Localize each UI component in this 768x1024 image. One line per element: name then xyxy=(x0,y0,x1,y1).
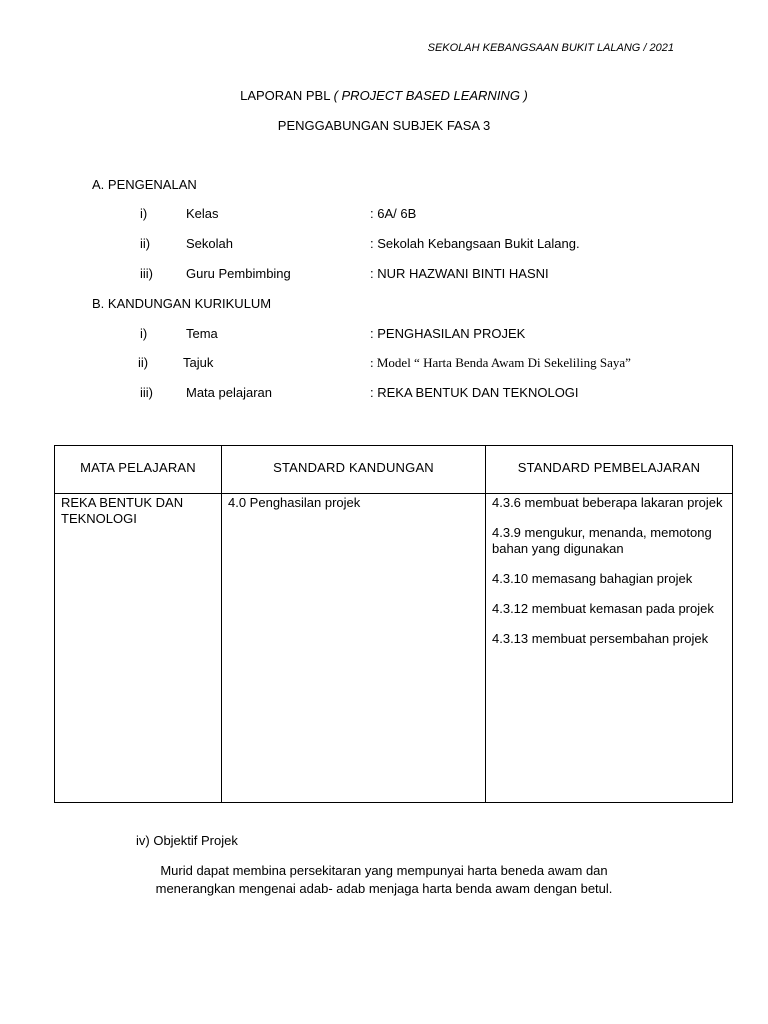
row-label: Tema xyxy=(186,326,218,341)
learning-standard-item: 4.3.6 membuat beberapa lakaran projek xyxy=(492,495,723,510)
learning-standard-item: 4.3.9 mengukur, menanda, memotong bahan yang digunakan xyxy=(492,525,712,556)
info-row-mata-pelajaran xyxy=(0,385,768,403)
cell-content-standard: 4.0 Penghasilan projek xyxy=(222,494,486,803)
header-mata-pelajaran: MATA PELAJARAN xyxy=(55,446,222,494)
objective-heading: iv) Objektif Projek xyxy=(136,833,238,848)
row-value: : PENGHASILAN PROJEK xyxy=(370,326,526,341)
info-row-tajuk xyxy=(0,355,768,373)
report-title-prefix: LAPORAN PBL xyxy=(240,88,334,103)
row-label: Kelas xyxy=(186,206,219,221)
row-number: ii) xyxy=(138,355,149,370)
header-standard-pembelajaran: STANDARD PEMBELAJARAN xyxy=(486,446,733,494)
row-value: : 6A/ 6B xyxy=(370,206,417,221)
cell-subject: REKA BENTUK DAN TEKNOLOGI xyxy=(55,494,222,803)
section-b-heading: B. KANDUNGAN KURIKULUM xyxy=(92,296,272,311)
section-a-heading: A. PENGENALAN xyxy=(92,177,197,192)
learning-standard-item: 4.3.13 membuat persembahan projek xyxy=(492,631,709,646)
row-value: : Model “ Harta Benda Awam Di Sekeliling Saya” xyxy=(370,355,631,370)
header-standard-kandungan: STANDARD KANDUNGAN xyxy=(222,446,486,494)
page-header: SEKOLAH KEBANGSAAN BUKIT LALANG / 2021 xyxy=(427,42,674,54)
table-header-row xyxy=(55,446,733,494)
objective-line: menerangkan mengenai adab- adab menjaga harta benda awam dengan betul. xyxy=(155,881,613,896)
report-title-italic: ( PROJECT BASED LEARNING ) xyxy=(333,88,528,103)
report-title xyxy=(0,88,768,103)
info-row-guru-pembimbing xyxy=(0,266,768,284)
row-value: : REKA BENTUK DAN TEKNOLOGI xyxy=(370,385,579,400)
info-row-sekolah xyxy=(0,236,768,254)
row-label: Tajuk xyxy=(183,355,214,370)
learning-standard-item: 4.3.10 memasang bahagian projek xyxy=(492,571,693,586)
curriculum-table xyxy=(54,445,733,803)
cell-learning-standards xyxy=(486,494,733,803)
row-number: i) xyxy=(140,326,148,341)
table-row xyxy=(55,494,733,803)
report-subtitle: PENGGABUNGAN SUBJEK FASA 3 xyxy=(277,118,491,133)
row-number: iii) xyxy=(140,385,153,400)
row-value: : Sekolah Kebangsaan Bukit Lalang. xyxy=(370,236,580,251)
row-number: iii) xyxy=(140,266,153,281)
row-number: i) xyxy=(140,206,148,221)
row-label: Sekolah xyxy=(186,236,233,251)
row-label: Mata pelajaran xyxy=(186,385,272,400)
info-row-kelas xyxy=(0,206,768,224)
row-value: : NUR HAZWANI BINTI HASNI xyxy=(370,266,549,281)
row-number: ii) xyxy=(140,236,151,251)
info-row-tema xyxy=(0,326,768,344)
learning-standard-item: 4.3.12 membuat kemasan pada projek xyxy=(492,601,714,616)
objective-line: Murid dapat membina persekitaran yang mempunyai harta beneda awam dan xyxy=(160,863,608,878)
row-label: Guru Pembimbing xyxy=(186,266,291,281)
objective-text xyxy=(0,862,768,898)
